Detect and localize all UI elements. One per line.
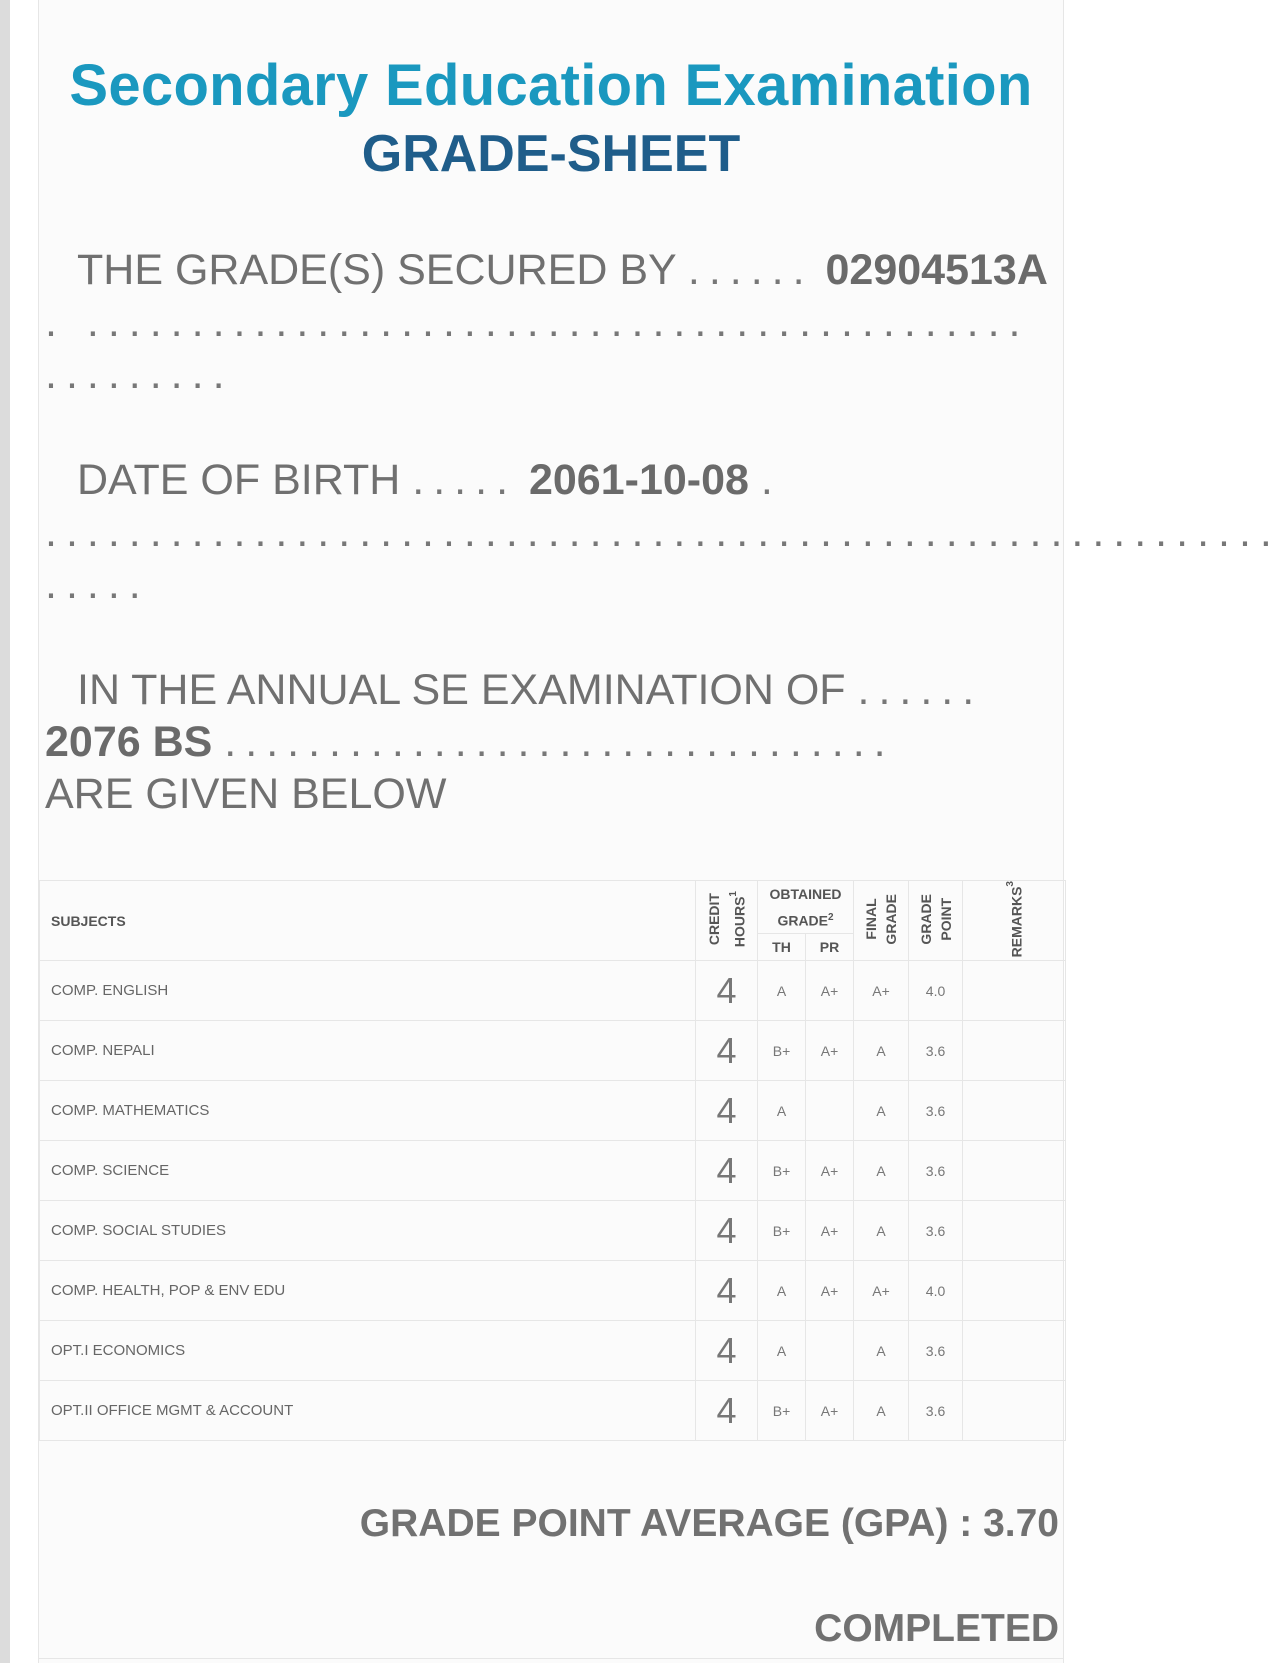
th-grade-cell: B+ — [758, 1141, 806, 1201]
credit-hours-cell: 4 — [696, 1141, 758, 1201]
given-below-label: ARE GIVEN BELOW — [45, 770, 447, 818]
exam-year: 2076 BS — [45, 718, 213, 766]
table-row — [40, 1141, 1066, 1201]
table-row — [40, 1321, 1066, 1381]
remarks-cell — [963, 1261, 1066, 1321]
symbol-number: 02904513A — [825, 246, 1048, 294]
pr-grade-cell — [806, 1321, 854, 1381]
dots-dob-c: ..... — [45, 560, 150, 608]
credit-hours-cell: 4 — [696, 1261, 758, 1321]
grade-sheet-heading: GRADE-SHEET — [361, 125, 741, 183]
final-grade-cell: A — [854, 1381, 909, 1441]
final-grade-cell: A — [854, 1141, 909, 1201]
remarks-label: REMARKS$^3$ — [1005, 881, 1025, 958]
th-header: TH — [758, 933, 806, 960]
exam-line — [45, 664, 1059, 820]
grades-table — [39, 880, 1066, 1441]
subject-cell: COMP. MATHEMATICS — [40, 1081, 696, 1141]
remarks-cell — [963, 1381, 1066, 1441]
th-grade-cell: A — [758, 1321, 806, 1381]
bottom-divider — [39, 1658, 1063, 1659]
th-grade-cell: A — [758, 961, 806, 1021]
remarks-cell — [963, 1141, 1066, 1201]
pr-grade-cell: A+ — [806, 1381, 854, 1441]
grade-point-cell: 3.6 — [909, 1021, 963, 1081]
subject-cell: COMP. ENGLISH — [40, 961, 696, 1021]
secured-by-label: THE GRADE(S) SECURED BY — [77, 246, 676, 294]
dots-dob-a: ..... — [412, 456, 518, 504]
subject-cell: COMP. SOCIAL STUDIES — [40, 1201, 696, 1261]
dots-dob-b: . ........................................................... — [45, 456, 1281, 556]
th-grade-cell: B+ — [758, 1381, 806, 1441]
remarks-cell — [963, 1321, 1066, 1381]
subject-cell: OPT.I ECONOMICS — [40, 1321, 696, 1381]
subject-cell: OPT.II OFFICE MGMT & ACCOUNT — [40, 1381, 696, 1441]
th-grade-cell: B+ — [758, 1201, 806, 1261]
remarks-cell — [963, 1081, 1066, 1141]
grade-point-cell: 4.0 — [909, 961, 963, 1021]
dots-secured-c: ......... — [45, 350, 234, 398]
dob-line — [45, 454, 1281, 610]
grade-sheet-card — [38, 0, 1281, 1663]
credit-hours-cell: 4 — [696, 1381, 758, 1441]
remarks-cell — [963, 1201, 1066, 1261]
exam-title: Secondary Education Examination — [69, 53, 1033, 118]
credit-hours-cell: 4 — [696, 1081, 758, 1141]
final-grade-header — [854, 881, 909, 961]
final-grade-cell: A+ — [854, 961, 909, 1021]
final-grade-cell: A+ — [854, 1261, 909, 1321]
final-grade-label: FINAL GRADE — [863, 893, 900, 945]
dob-label: DATE OF BIRTH — [77, 456, 401, 504]
pr-grade-cell: A+ — [806, 1261, 854, 1321]
dots-exam-b: ................................ — [224, 718, 895, 766]
subject-cell: COMP. SCIENCE — [40, 1141, 696, 1201]
table-row — [40, 1381, 1066, 1441]
exam-label: IN THE ANNUAL SE EXAMINATION OF — [77, 666, 846, 714]
table-row — [40, 1201, 1066, 1261]
dots-secured-a: ...... — [687, 246, 814, 294]
table-row — [40, 1081, 1066, 1141]
pr-grade-cell: A+ — [806, 1141, 854, 1201]
subject-cell: COMP. HEALTH, POP & ENV EDU — [40, 1261, 696, 1321]
grade-point-cell: 3.6 — [909, 1081, 963, 1141]
remarks-header — [963, 881, 1066, 961]
dots-secured-b: . ............................................. — [45, 298, 1030, 346]
left-edge — [0, 0, 10, 1663]
grades-body — [40, 961, 1066, 1441]
credit-hours-label: CREDIT HOURS$^1$ — [705, 891, 748, 948]
pr-header: PR — [806, 933, 854, 960]
th-grade-cell: B+ — [758, 1021, 806, 1081]
remarks-cell — [963, 961, 1066, 1021]
pr-grade-cell: A+ — [806, 1201, 854, 1261]
pr-grade-cell: A+ — [806, 961, 854, 1021]
dots-exam-a: ...... — [857, 666, 984, 714]
credit-hours-header — [696, 881, 758, 961]
grade-point-cell: 3.6 — [909, 1201, 963, 1261]
final-grade-cell: A — [854, 1081, 909, 1141]
pr-grade-cell — [806, 1081, 854, 1141]
th-grade-cell: A — [758, 1261, 806, 1321]
grade-point-header — [909, 881, 963, 961]
credit-hours-cell: 4 — [696, 1021, 758, 1081]
grade-point-cell: 3.6 — [909, 1321, 963, 1381]
grade-point-cell: 3.6 — [909, 1141, 963, 1201]
credit-hours-cell: 4 — [696, 961, 758, 1021]
final-grade-cell: A — [854, 1021, 909, 1081]
subject-cell: COMP. NEPALI — [40, 1021, 696, 1081]
date-of-birth: 2061-10-08 — [528, 456, 749, 504]
grade-point-cell: 4.0 — [909, 1261, 963, 1321]
subjects-header: SUBJECTS — [40, 881, 696, 961]
table-row — [40, 961, 1066, 1021]
result-status: COMPLETED — [814, 1607, 1059, 1650]
table-row — [40, 1021, 1066, 1081]
secured-by-line — [45, 244, 1059, 400]
final-grade-cell: A — [854, 1321, 909, 1381]
final-grade-cell: A — [854, 1201, 909, 1261]
obtained-grade-header: OBTAINED GRADE$^2$ — [758, 881, 854, 934]
credit-hours-cell: 4 — [696, 1321, 758, 1381]
credit-hours-cell: 4 — [696, 1201, 758, 1261]
table-row — [40, 1261, 1066, 1321]
grade-point-label: GRADE POINT — [917, 893, 954, 945]
pr-grade-cell: A+ — [806, 1021, 854, 1081]
th-grade-cell: A — [758, 1081, 806, 1141]
grade-point-cell: 3.6 — [909, 1381, 963, 1441]
gpa-summary: GRADE POINT AVERAGE (GPA) : 3.70 — [359, 1502, 1059, 1545]
remarks-cell — [963, 1021, 1066, 1081]
